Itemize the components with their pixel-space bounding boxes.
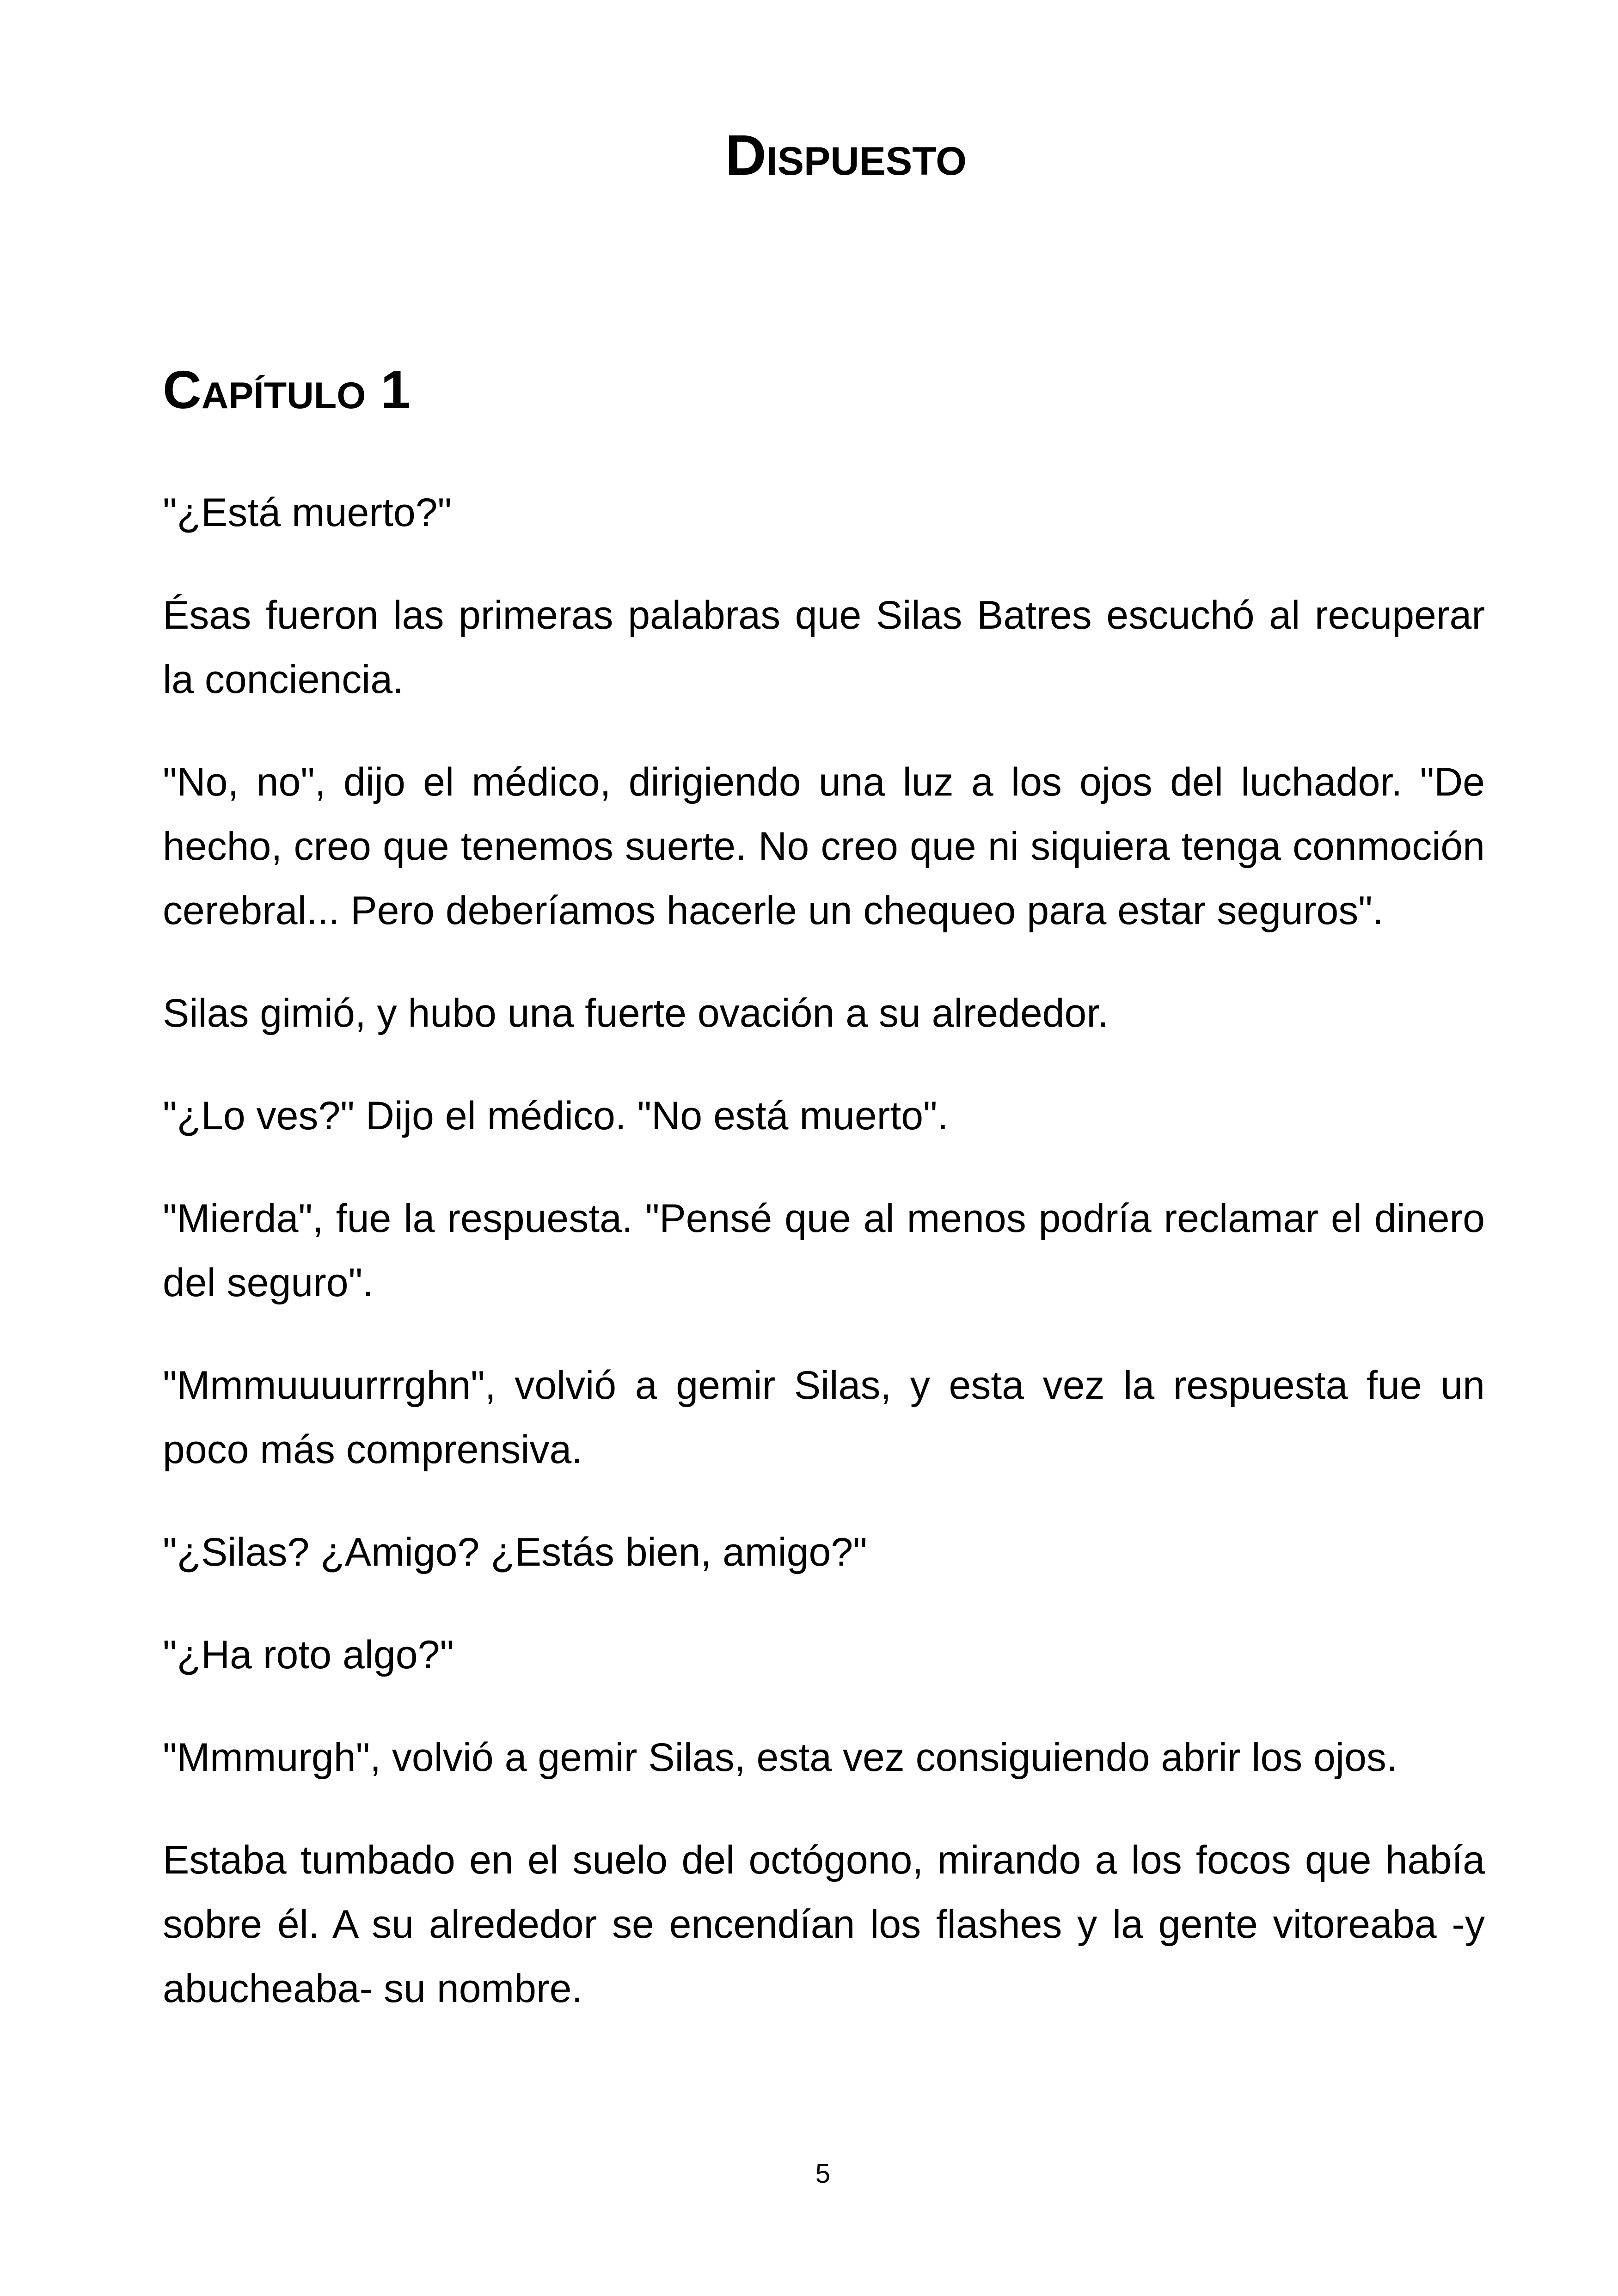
paragraph: "Mmmuuuurrrghn", volvió a gemir Silas, y esta vez la respuesta fue un poco más comprensiva. <box>163 1363 1485 1472</box>
paragraph: Ésas fueron las primeras palabras que Silas Batres escuchó al recuperar la conciencia. <box>163 593 1485 702</box>
book-title: Dispuesto <box>725 124 967 187</box>
paragraph: Silas gimió, y hubo una fuerte ovación a su alrededor. <box>163 991 1109 1035</box>
paragraph: Estaba tumbado en el suelo del octógono, mirando a los focos que había sobre él. A su alrededor se encendían los flashes y la gente vitoreaba -y abucheaba- su nombre. <box>163 1838 1485 2011</box>
paragraph: "Mierda", fue la respuesta. "Pensé que al menos podría reclamar el dinero del seguro". <box>163 1196 1485 1305</box>
paragraph: "No, no", dijo el médico, dirigiendo una luz a los ojos del luchador. "De hecho, creo que tenemos suerte. No creo que ni siquiera tenga conmoción cerebral... Pero deberíamos hacerle un chequeo para estar seguros". <box>163 760 1485 933</box>
chapter-title: Capítulo 1 <box>163 360 411 420</box>
page-number: 5 <box>815 2159 831 2189</box>
paragraph: "¿Silas? ¿Amigo? ¿Estás bien, amigo?" <box>163 1530 867 1574</box>
paragraph: "¿Está muerto?" <box>163 490 452 535</box>
chapter-body <box>163 481 1485 2059</box>
paragraph: "¿Ha roto algo?" <box>163 1633 454 1677</box>
paragraph: "¿Lo ves?" Dijo el médico. "No está muerto". <box>163 1094 949 1138</box>
paragraph: "Mmmurgh", volvió a gemir Silas, esta vez consiguiendo abrir los ojos. <box>163 1735 1397 1780</box>
